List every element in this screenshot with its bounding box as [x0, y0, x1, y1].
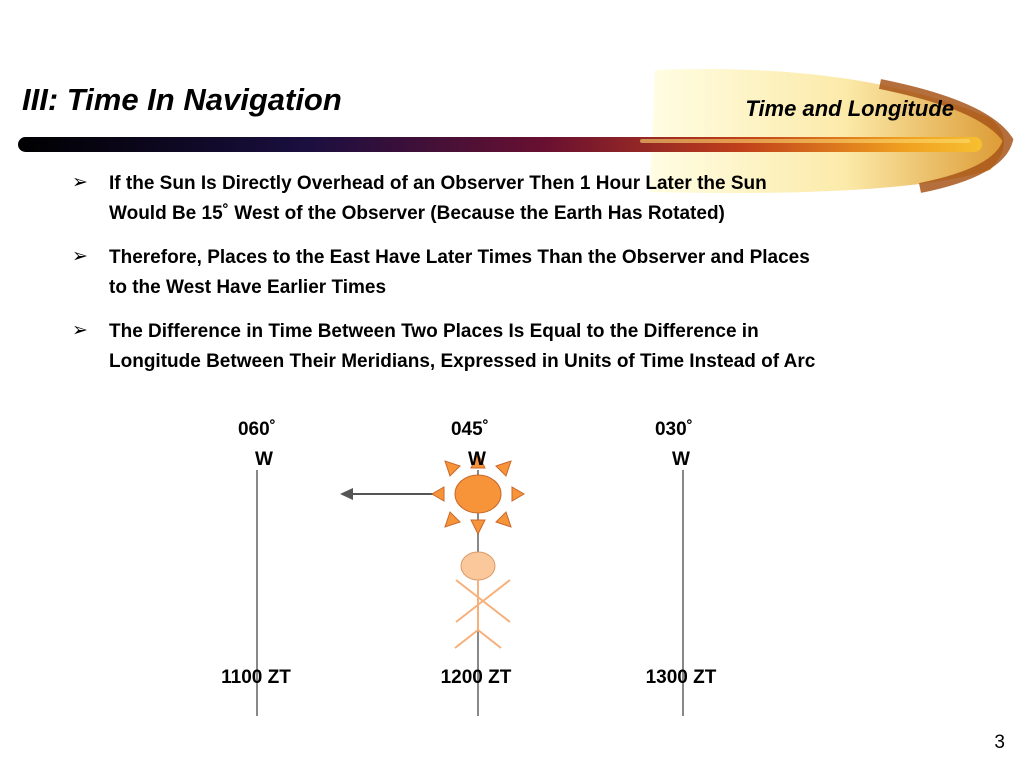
page-number: 3	[994, 732, 1005, 753]
meridian-longitude: 060˚	[237, 419, 277, 440]
bullet-item	[72, 169, 972, 229]
time-label-030w: 1300 ZT	[645, 667, 717, 688]
time-label-060w: 1100 ZT	[221, 667, 291, 688]
bullet-list	[72, 169, 972, 391]
time-label-045w: 1200 ZT	[440, 667, 512, 688]
bullet-text-line: Would Be 15˚ West of the Observer (Because the Earth Has Rotated)	[109, 203, 725, 224]
arrow-bullet-icon: ➢	[72, 246, 88, 267]
meridian-longitude: 045˚	[450, 419, 490, 440]
bullet-text-line: If the Sun Is Directly Overhead of an Observer Then 1 Hour Later the Sun	[109, 173, 767, 194]
arrow-left-icon	[340, 488, 440, 500]
bullet-text-line: The Difference in Time Between Two Places Is Equal to the Difference in	[109, 321, 759, 342]
title-underline-highlight	[640, 139, 970, 143]
bullet-text-line: to the West Have Earlier Times	[109, 277, 387, 298]
bullet-text-line: Longitude Between Their Meridians, Expressed in Units of Time Instead of Arc	[109, 351, 816, 372]
slide-subtitle: Time and Longitude	[745, 96, 954, 121]
meridian-label-030w	[624, 415, 724, 475]
meridian-hemisphere: W	[255, 449, 273, 470]
bullet-item	[72, 317, 972, 377]
meridian-label-060w	[207, 415, 307, 475]
arrow-bullet-icon: ➢	[72, 172, 88, 193]
bullet-text-line: Therefore, Places to the East Have Later Times Than the Observer and Places	[109, 247, 810, 268]
meridian-longitude: 030˚	[654, 419, 694, 440]
stick-figure-icon	[455, 552, 510, 648]
meridian-hemisphere: W	[672, 449, 690, 470]
arrow-bullet-icon: ➢	[72, 320, 88, 341]
slide-title: III: Time In Navigation	[22, 82, 342, 117]
meridian-label-045w	[420, 415, 520, 475]
meridian-hemisphere: W	[468, 449, 486, 470]
bullet-item	[72, 243, 972, 303]
